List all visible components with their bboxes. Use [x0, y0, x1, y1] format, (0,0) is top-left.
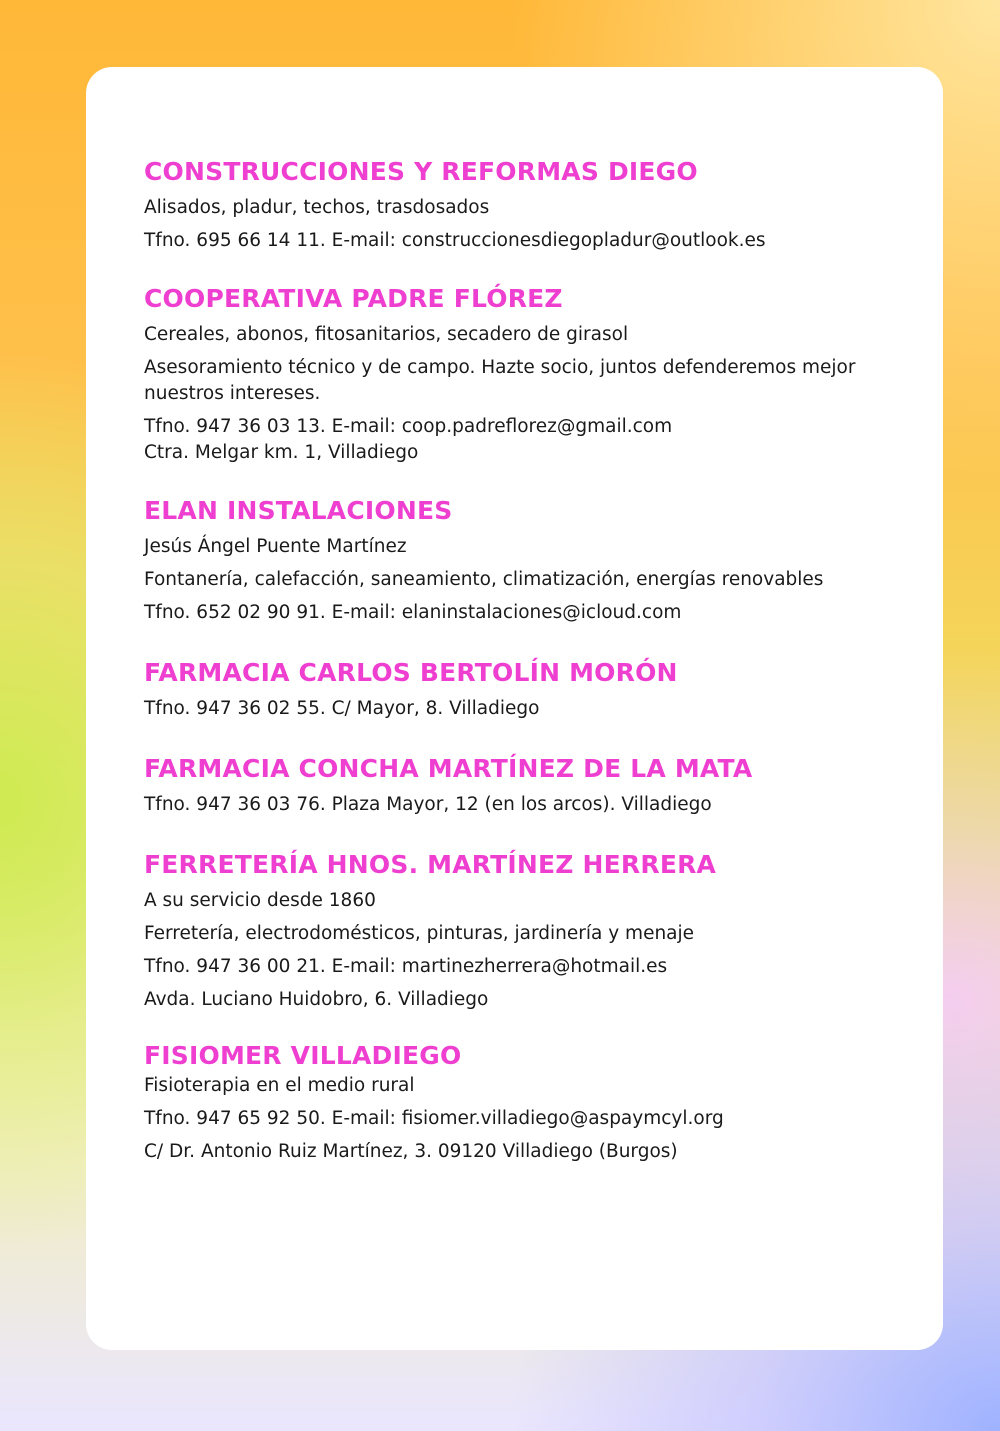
- entry-farmacia-concha-martinez: [144, 752, 903, 818]
- entry-cooperativa-padre-florez: [144, 282, 903, 466]
- entry-elan-instalaciones: [144, 494, 903, 626]
- entry-owner: Jesús Ángel Puente Martínez: [144, 536, 407, 557]
- entry-construcciones-reformas-diego: [144, 155, 903, 254]
- entry-description: Asesoramiento técnico y de campo. Hazte socio, juntos defenderemos mejor nuestros intereses.: [144, 357, 856, 404]
- entry-description: Fisioterapia en el medio rural: [144, 1075, 415, 1096]
- entry-contact: Tfno. 947 36 02 55. C/ Mayor, 8. Villadiego: [144, 698, 540, 719]
- entry-title: ELAN INSTALACIONES: [144, 496, 453, 525]
- entry-title: FERRETERÍA HNOS. MARTÍNEZ HERRERA: [144, 850, 717, 879]
- entry-contact: Tfno. 947 36 00 21. E-mail: martinezherrera@hotmail.es: [144, 956, 668, 977]
- entry-description: Cereales, abonos, fitosanitarios, secadero de girasol: [144, 324, 629, 345]
- entry-contact: Tfno. 652 02 90 91. E-mail: elaninstalaciones@icloud.com: [144, 602, 682, 623]
- entry-address: Ctra. Melgar km. 1, Villadiego: [144, 442, 419, 463]
- entry-description: Ferretería, electrodomésticos, pinturas, jardinería y menaje: [144, 923, 695, 944]
- entry-title: CONSTRUCCIONES Y REFORMAS DIEGO: [144, 157, 698, 186]
- entry-address: C/ Dr. Antonio Ruiz Martínez, 3. 09120 Villadiego (Burgos): [144, 1141, 678, 1162]
- entry-title: FARMACIA CARLOS BERTOLÍN MORÓN: [144, 658, 678, 687]
- entry-contact: Tfno. 947 65 92 50. E-mail: fisiomer.villadiego@aspaymcyl.org: [144, 1108, 724, 1129]
- entry-tagline: A su servicio desde 1860: [144, 890, 376, 911]
- entry-description: Alisados, pladur, techos, trasdosados: [144, 197, 490, 218]
- entry-title: COOPERATIVA PADRE FLÓREZ: [144, 284, 563, 313]
- entry-contact: Tfno. 947 36 03 76. Plaza Mayor, 12 (en los arcos). Villadiego: [144, 794, 712, 815]
- entry-title: FARMACIA CONCHA MARTÍNEZ DE LA MATA: [144, 754, 753, 783]
- entry-contact: Tfno. 947 36 03 13. E-mail: coop.padreflorez@gmail.com: [144, 416, 673, 437]
- entry-description: Fontanería, calefacción, saneamiento, climatización, energías renovables: [144, 569, 824, 590]
- directory-card: [86, 67, 943, 1350]
- entry-fisiomer-villadiego: [144, 1039, 903, 1165]
- entry-ferreteria-martinez-herrera: [144, 848, 903, 1013]
- entry-title: FISIOMER VILLADIEGO: [144, 1041, 462, 1070]
- entry-contact: Tfno. 695 66 14 11. E-mail: construccionesdiegopladur@outlook.es: [144, 230, 766, 251]
- entry-farmacia-carlos-bertolin: [144, 656, 903, 722]
- entry-address: Avda. Luciano Huidobro, 6. Villadiego: [144, 989, 489, 1010]
